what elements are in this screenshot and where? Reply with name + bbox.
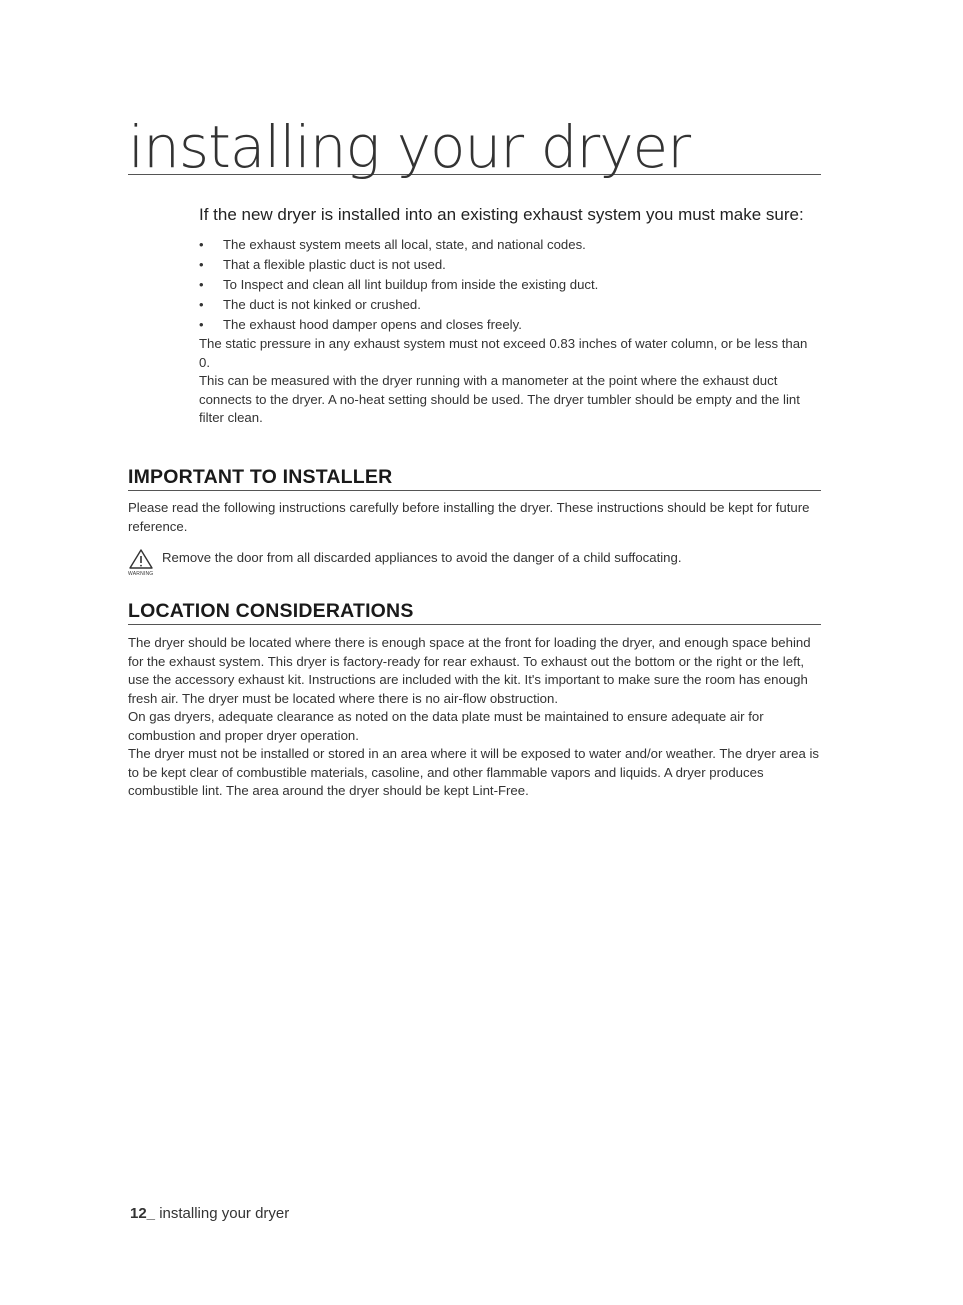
bullet-dot-icon: • [199,257,204,272]
requirements-list [199,235,821,335]
important-section [128,465,821,577]
location-heading: LOCATION CONSIDERATIONS [128,599,821,625]
manometer-paragraph: This can be measured with the dryer running with a manometer at the point where the exhaust duct connects to the dryer. A no-heat setting should be used. The dryer tumbler should be empty and the lint filter clean. [199,373,800,425]
storage-paragraph: The dryer must not be installed or stored in an area where it will be exposed to water and/or weather. The dryer area is to be kept clear of combustible materials, casoline, and other flammable vapors and liquids. A dryer produces combustible lint. The area around the dryer should be kept Lint-Free. [128,746,819,798]
intro-section [199,203,821,428]
page-title: installing your dryer [128,113,691,181]
location-paragraph: The dryer should be located where there is enough space at the front for loading the dryer, and enough space behind for the exhaust system. This dryer is factory-ready for rear exhaust. To exhaust out the bottom or the right or the left, use the accessory exhaust kit. Instructions are included with the kit. It's important to make sure the room has enough fresh air. The dryer must be located where there is no air-flow obstruction. [128,635,811,706]
warning-label: WARNING [128,571,154,577]
location-section [128,599,821,801]
bullet-dot-icon: • [199,297,204,312]
list-item: • That a flexible plastic duct is not used. [199,255,821,275]
bullet-dot-icon: • [199,237,204,252]
page-footer [130,1205,289,1222]
page-number: 12_ [130,1205,156,1222]
warning-row [128,547,821,577]
static-pressure-paragraph: The static pressure in any exhaust system must not exceed 0.83 inches of water column, or be less than 0. [199,336,808,370]
bullet-dot-icon: • [199,317,204,332]
list-item: • The duct is not kinked or crushed. [199,295,821,315]
list-item: • The exhaust system meets all local, state, and national codes. [199,235,821,255]
gas-dryer-paragraph: On gas dryers, adequate clearance as noted on the data plate must be maintained to ensure adequate air for combustion and proper dryer operation. [128,709,764,743]
intro-heading: If the new dryer is installed into an existing exhaust system you must make sure: [199,205,804,224]
bullet-dot-icon: • [199,277,204,292]
warning-text: Remove the door from all discarded appliances to avoid the danger of a child suffocating. [162,550,682,565]
important-heading: IMPORTANT TO INSTALLER [128,465,821,491]
page-title-rule [128,113,821,181]
important-paragraph: Please read the following instructions carefully before installing the dryer. These instructions should be kept for future reference. [128,500,810,534]
footer-section-name: installing your dryer [155,1205,290,1222]
list-item: • To Inspect and clean all lint buildup from inside the existing duct. [199,275,821,295]
list-item: • The exhaust hood damper opens and closes freely. [199,315,821,335]
